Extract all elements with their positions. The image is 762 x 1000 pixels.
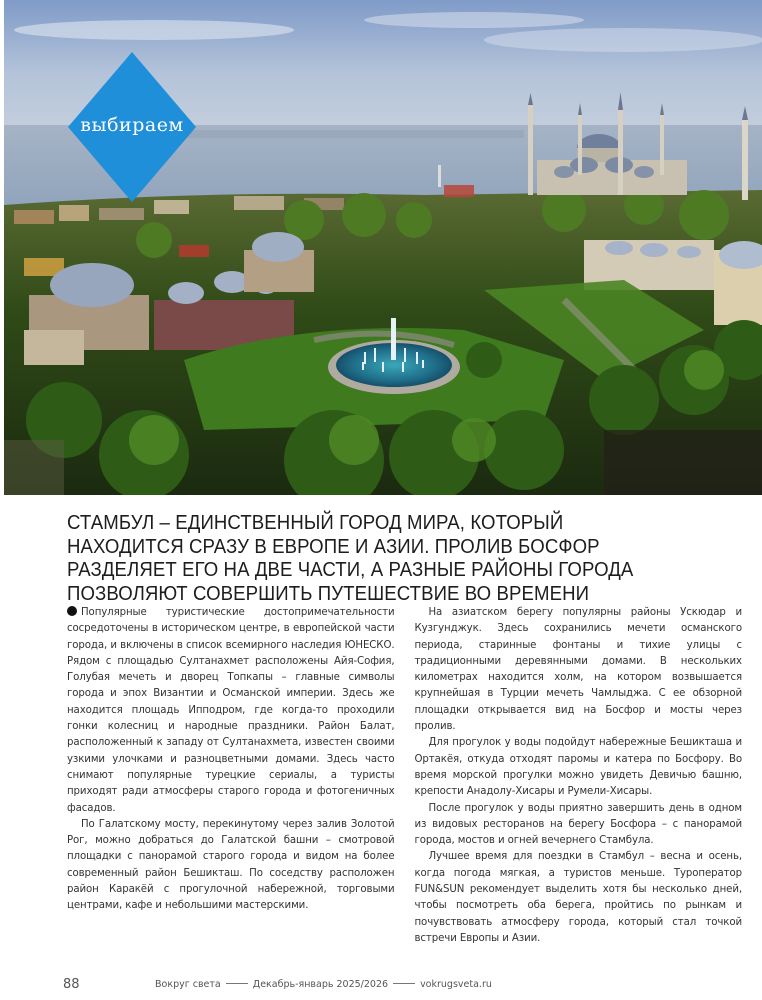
paragraph: Лучшее время для поездки в Стамбул – весна и осень, когда погода мягкая, а туристов меньше. Туроператор FUN&SUN рекомендует выделить хотя бы несколько дней, чтобы посмотреть оба берега, пройтись по рынкам и почувствовать атмосферу города, который стал точкой встречи Европы и Азии. bbox=[414, 851, 742, 944]
magazine-name: Вокруг света bbox=[155, 979, 221, 990]
dash-separator bbox=[226, 983, 248, 984]
left-column bbox=[67, 605, 395, 947]
issue-date: Декабрь-январь 2025/2026 bbox=[252, 979, 389, 990]
bullet-icon bbox=[67, 606, 77, 616]
paragraph: После прогулок у воды приятно завершить день в одном из видовых ресторанов на берегу Босфора – с панорамой города, мостов и огней вечернего Стамбула. bbox=[414, 802, 742, 847]
page-number: 88 bbox=[63, 977, 80, 992]
paragraph: На азиатском берегу популярны районы Ускюдар и Кузгунджук. Здесь сохранились мечети османского периода, старинные фонтаны и тихие улицы с традиционными деревянными домами. В нескольких километрах находится холм, на котором возвышается крупнейшая в Турции мечеть Чамлыджа. С ее обзорной площадки открывается вид на Босфор и мосты через пролив. bbox=[414, 607, 742, 733]
paragraph: Для прогулок у воды подойдут набережные Бешикташа и Ортакёя, откуда отходят паромы и катера по Босфору. Во время морской прогулки можно увидеть Девичью башню, крепости Анадолу-Хисары и Румели-Хисары. bbox=[414, 737, 742, 798]
section-badge bbox=[68, 52, 196, 202]
dash-separator bbox=[393, 983, 415, 984]
footer-credits bbox=[155, 979, 492, 990]
article-headline: СТАМБУЛ – ЕДИНСТВЕННЫЙ ГОРОД МИРА, КОТОРЫЙ НАХОДИТСЯ СРАЗУ В ЕВРОПЕ И АЗИИ. ПРОЛИВ БОСФОР РАЗДЕЛЯЕТ ЕГО НА ДВЕ ЧАСТИ, А РАЗНЫЕ РАЙОНЫ ГОРОДА ПОЗВОЛЯЮТ СОВЕРШИТЬ ПУТЕШЕСТВИЕ ВО ВРЕМЕНИ bbox=[67, 512, 634, 605]
paragraph: По Галатскому мосту, перекинутому через залив Золотой Рог, можно добраться до Галатской башни – смотровой площадки с панорамой старого города и видом на более современный район Бешикташ. По соседству расположен район Каракёй с прогулочной набережной, торговыми центрами, кафе и небольшими мастерскими. bbox=[67, 818, 395, 912]
website-link[interactable]: vokrugsveta.ru bbox=[420, 979, 492, 990]
paragraph: Популярные туристические достопримечательности сосредоточены в историческом центре, в европейской части города, и включены в список всемирного наследия ЮНЕСКО. Рядом с площадью Султанахмет расположены Айя-София, Голубая мечеть и дворец Топкапы – главные символы города и эпох Византии и Османской империи. Здесь же находится площадь Ипподром, где когда-то проходили гонки колесниц и народные праздники. Район Балат, расположенный к западу от Султанахмета, известен своими узкими улочками и разноцветными домами. Здесь часто снимают популярные турецкие сериалы, а туристы приходят ради атмосферы старого города и фотогеничных фасадов. bbox=[67, 607, 395, 814]
right-column bbox=[415, 605, 743, 947]
badge-label: выбираем bbox=[80, 114, 184, 136]
article-body bbox=[67, 605, 742, 947]
